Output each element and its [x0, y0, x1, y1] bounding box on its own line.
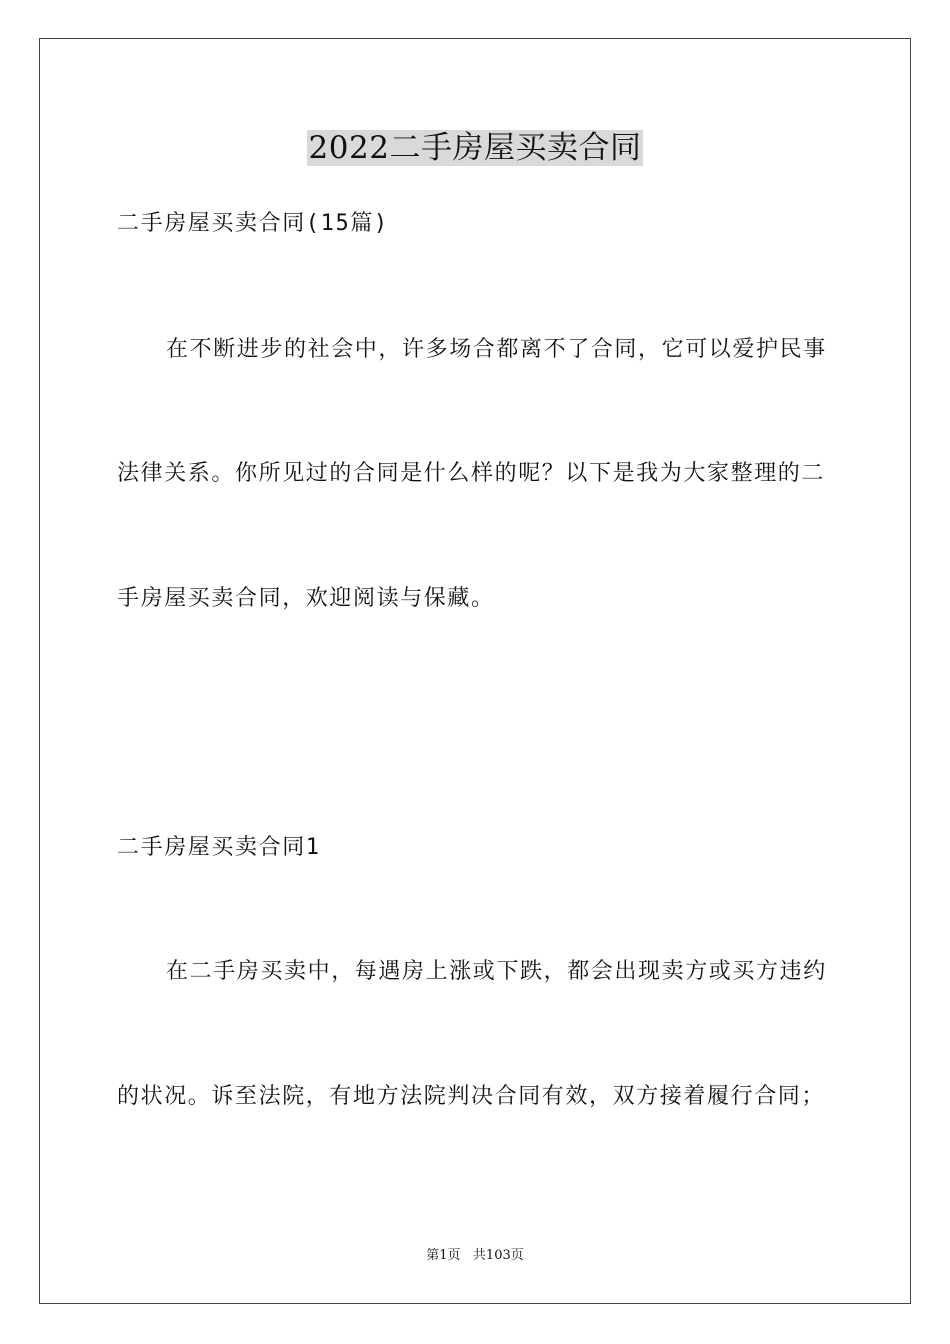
- document-title-text: 2022二手房屋买卖合同: [308, 130, 642, 166]
- intro-paragraph-line-1: 在不断进步的社会中，许多场合都离不了合同，它可以爱护民事: [166, 337, 827, 362]
- document-subtitle: 二手房屋买卖合同(15篇): [117, 211, 389, 236]
- page-number-footer: 第1页 共103页: [426, 1248, 524, 1263]
- intro-paragraph-line-2: 法律关系。你所见过的合同是什么样的呢？以下是我为大家整理的二: [117, 461, 826, 486]
- document-title: [0, 124, 950, 172]
- section-paragraph-line-1: 在二手房买卖中，每遇房上涨或下跌，都会出现卖方或买方违约: [166, 959, 827, 984]
- intro-paragraph-line-3: 手房屋买卖合同，欢迎阅读与保藏。: [117, 586, 495, 611]
- section-paragraph-line-2: 的状况。诉至法院，有地方法院判决合同有效，双方接着履行合同；: [117, 1084, 826, 1109]
- section-heading: 二手房屋买卖合同1: [117, 835, 321, 860]
